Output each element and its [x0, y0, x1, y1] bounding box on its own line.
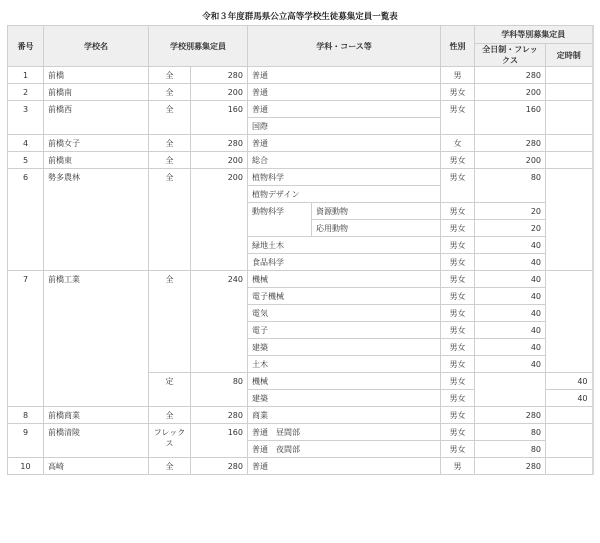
parttime-quota	[546, 407, 593, 424]
fulltime-quota	[475, 373, 546, 407]
school-type: 全	[149, 458, 191, 475]
course: 建築	[248, 339, 441, 356]
course: 普通 昼間部	[248, 424, 441, 441]
school-quota: 280	[191, 407, 248, 424]
gender: 男女	[441, 339, 475, 356]
gender: 男女	[441, 288, 475, 305]
gender: 男女	[441, 152, 475, 169]
parttime-quota	[546, 101, 593, 135]
school-quota: 200	[191, 152, 248, 169]
table-row	[8, 458, 593, 475]
header-no: 番号	[8, 26, 44, 67]
course: 植物デザイン	[248, 186, 441, 203]
row-no: 9	[8, 424, 44, 458]
sub-course: 資源動物	[312, 203, 441, 220]
fulltime-quota: 20	[475, 203, 546, 220]
gender: 男女	[441, 390, 475, 407]
school-name: 前橋商業	[44, 407, 149, 424]
school-quota: 200	[191, 169, 248, 271]
school-quota: 280	[191, 458, 248, 475]
row-no: 7	[8, 271, 44, 407]
gender: 男女	[441, 322, 475, 339]
header-gender: 性別	[441, 26, 475, 67]
course: 緑地土木	[248, 237, 441, 254]
sub-course: 応用動物	[312, 220, 441, 237]
course: 普通	[248, 101, 441, 118]
gender: 男女	[441, 237, 475, 254]
gender: 男女	[441, 441, 475, 458]
table-row	[8, 101, 593, 118]
row-no: 8	[8, 407, 44, 424]
school-type: 定	[149, 373, 191, 407]
school-type: 全	[149, 84, 191, 101]
course: 植物科学	[248, 169, 441, 186]
header-dept-quota: 学科等別募集定員	[475, 26, 593, 44]
school-quota: 200	[191, 84, 248, 101]
page-title: 令和３年度群馬県公立高等学校生徒募集定員一覧表	[202, 12, 398, 22]
gender: 男女	[441, 356, 475, 373]
fulltime-quota: 20	[475, 220, 546, 237]
quota-table	[7, 25, 594, 475]
fulltime-quota: 80	[475, 169, 546, 203]
gender: 男女	[441, 203, 475, 220]
row-no: 3	[8, 101, 44, 135]
school-name: 前橋女子	[44, 135, 149, 152]
row-no: 6	[8, 169, 44, 271]
school-name: 前橋南	[44, 84, 149, 101]
course: 機械	[248, 271, 441, 288]
fulltime-quota: 40	[475, 254, 546, 271]
gender: 男女	[441, 220, 475, 237]
school-type: 全	[149, 407, 191, 424]
row-no: 4	[8, 135, 44, 152]
course: 動物科学	[248, 203, 312, 237]
fulltime-quota: 40	[475, 288, 546, 305]
course: 食品科学	[248, 254, 441, 271]
table-row	[8, 84, 593, 101]
school-name: 前橋清陵	[44, 424, 149, 458]
gender: 男女	[441, 84, 475, 101]
course: 建築	[248, 390, 441, 407]
gender: 男女	[441, 271, 475, 288]
gender: 男女	[441, 373, 475, 390]
school-type: フレックス	[149, 424, 191, 458]
fulltime-quota: 40	[475, 305, 546, 322]
school-name: 前橋西	[44, 101, 149, 135]
fulltime-quota: 40	[475, 271, 546, 288]
school-quota: 280	[191, 67, 248, 84]
course: 普通	[248, 458, 441, 475]
parttime-quota	[546, 458, 593, 475]
fulltime-quota: 40	[475, 356, 546, 373]
school-quota: 80	[191, 373, 248, 407]
fulltime-quota: 40	[475, 237, 546, 254]
course: 国際	[248, 118, 441, 135]
course: 電子	[248, 322, 441, 339]
gender: 男女	[441, 305, 475, 322]
school-type: 全	[149, 135, 191, 152]
parttime-quota	[546, 84, 593, 101]
school-type: 全	[149, 152, 191, 169]
gender: 男女	[441, 169, 475, 203]
parttime-quota	[546, 169, 593, 271]
row-no: 10	[8, 458, 44, 475]
gender: 男女	[441, 101, 475, 135]
school-type: 全	[149, 101, 191, 135]
header-fulltime: 全日制・フレックス	[475, 44, 546, 67]
parttime-quota	[546, 67, 593, 84]
header-school: 学校名	[44, 26, 149, 67]
table-row	[8, 169, 593, 186]
fulltime-quota: 160	[475, 101, 546, 135]
fulltime-quota: 280	[475, 458, 546, 475]
fulltime-quota: 80	[475, 441, 546, 458]
fulltime-quota: 80	[475, 424, 546, 441]
table-row	[8, 271, 593, 288]
school-type: 全	[149, 67, 191, 84]
school-name: 高崎	[44, 458, 149, 475]
gender: 男	[441, 458, 475, 475]
gender: 男	[441, 67, 475, 84]
course: 商業	[248, 407, 441, 424]
school-name: 前橋東	[44, 152, 149, 169]
course: 電気	[248, 305, 441, 322]
school-quota: 240	[191, 271, 248, 373]
header-course: 学科・コース等	[248, 26, 441, 67]
row-no: 1	[8, 67, 44, 84]
parttime-quota	[546, 271, 593, 373]
school-type: 全	[149, 271, 191, 373]
table-row	[8, 424, 593, 441]
school-name: 前橋	[44, 67, 149, 84]
row-no: 2	[8, 84, 44, 101]
table-row	[8, 407, 593, 424]
parttime-quota	[546, 135, 593, 152]
course: 電子機械	[248, 288, 441, 305]
table-row	[8, 152, 593, 169]
header-parttime: 定時制	[546, 44, 593, 67]
course: 機械	[248, 373, 441, 390]
gender: 男女	[441, 424, 475, 441]
fulltime-quota: 200	[475, 84, 546, 101]
school-type: 全	[149, 169, 191, 271]
course: 普通	[248, 67, 441, 84]
course: 普通	[248, 135, 441, 152]
row-no: 5	[8, 152, 44, 169]
fulltime-quota: 280	[475, 135, 546, 152]
gender: 女	[441, 135, 475, 152]
school-quota: 280	[191, 135, 248, 152]
fulltime-quota: 200	[475, 152, 546, 169]
fulltime-quota: 40	[475, 322, 546, 339]
gender: 男女	[441, 407, 475, 424]
course: 土木	[248, 356, 441, 373]
parttime-quota	[546, 424, 593, 458]
parttime-quota: 40	[546, 373, 593, 390]
school-quota: 160	[191, 101, 248, 135]
course: 総合	[248, 152, 441, 169]
header-school-quota: 学校別募集定員	[149, 26, 248, 67]
table-row	[8, 135, 593, 152]
course: 普通	[248, 84, 441, 101]
fulltime-quota: 40	[475, 339, 546, 356]
course: 普通 夜間部	[248, 441, 441, 458]
parttime-quota: 40	[546, 390, 593, 407]
school-name: 前橋工業	[44, 271, 149, 407]
fulltime-quota: 280	[475, 67, 546, 84]
parttime-quota	[546, 152, 593, 169]
fulltime-quota: 280	[475, 407, 546, 424]
school-quota: 160	[191, 424, 248, 458]
school-name: 勢多農林	[44, 169, 149, 271]
gender: 男女	[441, 254, 475, 271]
table-row	[8, 67, 593, 84]
